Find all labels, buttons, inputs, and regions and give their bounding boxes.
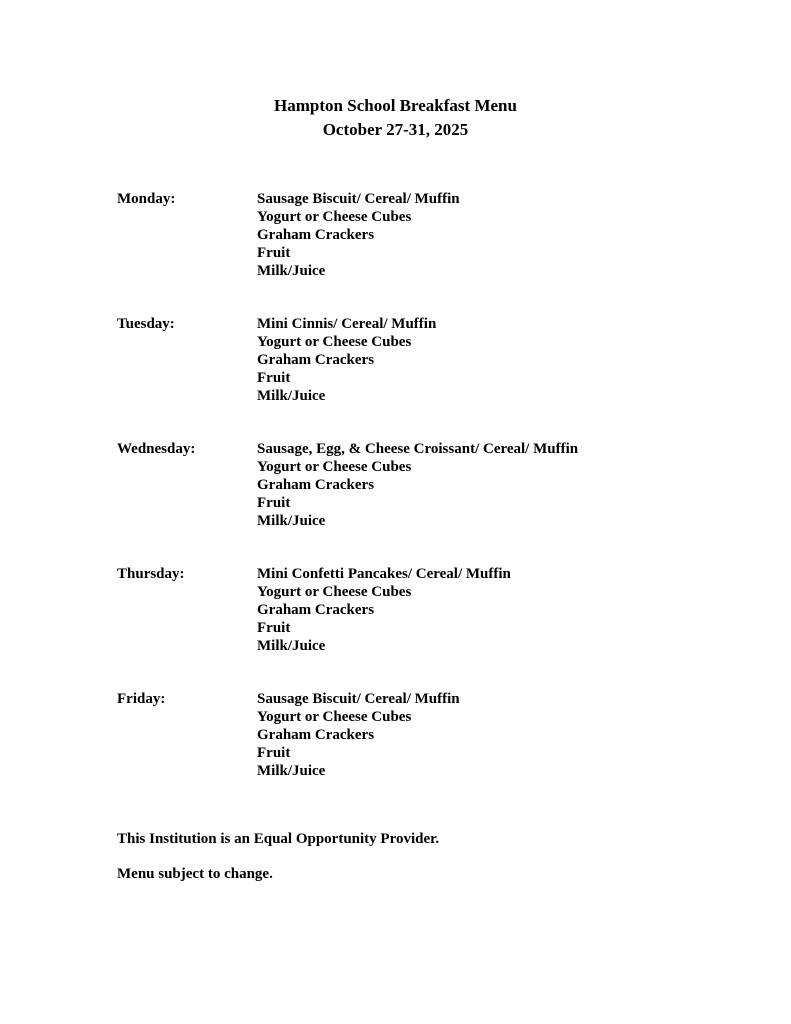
menu-item: Milk/Juice	[257, 263, 326, 279]
menu-item: Graham Crackers	[257, 477, 375, 493]
menu-item: Sausage, Egg, & Cheese Croissant/ Cereal/ Muffin	[257, 441, 579, 457]
day-label: Friday:	[117, 691, 166, 707]
day-items	[257, 440, 791, 530]
menu-item: Mini Confetti Pancakes/ Cereal/ Muffin	[257, 566, 511, 582]
menu-item: Graham Crackers	[257, 727, 375, 743]
menu-item: Graham Crackers	[257, 352, 375, 368]
menu-change-notice: Menu subject to change.	[117, 866, 273, 882]
menu-item: Sausage Biscuit/ Cereal/ Muffin	[257, 691, 460, 707]
day-items	[257, 565, 791, 655]
menu-item: Fruit	[257, 370, 291, 386]
day-label: Thursday:	[117, 566, 185, 582]
menu-item: Fruit	[257, 495, 291, 511]
menu-item: Milk/Juice	[257, 513, 326, 529]
menu-item: Yogurt or Cheese Cubes	[257, 334, 412, 350]
menu-item: Fruit	[257, 745, 291, 761]
menu-item: Graham Crackers	[257, 602, 375, 618]
day-block	[117, 565, 791, 655]
menu-item: Yogurt or Cheese Cubes	[257, 459, 412, 475]
day-block	[117, 440, 791, 530]
day-items	[257, 315, 791, 405]
menu-date-range: October 27-31, 2025	[322, 120, 469, 139]
menu-item: Mini Cinnis/ Cereal/ Muffin	[257, 316, 437, 332]
day-block	[117, 690, 791, 780]
menu-item: Yogurt or Cheese Cubes	[257, 209, 412, 225]
menu-item: Fruit	[257, 620, 291, 636]
menu-item: Yogurt or Cheese Cubes	[257, 584, 412, 600]
day-block	[117, 190, 791, 280]
document-footer	[0, 830, 791, 883]
menu-days	[0, 190, 791, 780]
day-label: Monday:	[117, 191, 176, 207]
menu-item: Sausage Biscuit/ Cereal/ Muffin	[257, 191, 460, 207]
menu-item: Yogurt or Cheese Cubes	[257, 709, 412, 725]
day-label: Tuesday:	[117, 316, 175, 332]
menu-item: Fruit	[257, 245, 291, 261]
day-items	[257, 190, 791, 280]
menu-item: Milk/Juice	[257, 638, 326, 654]
menu-title: Hampton School Breakfast Menu	[274, 96, 517, 115]
day-items	[257, 690, 791, 780]
document-header	[0, 0, 791, 142]
equal-opportunity-statement: This Institution is an Equal Opportunity Provider.	[117, 831, 440, 847]
menu-item: Milk/Juice	[257, 388, 326, 404]
day-block	[117, 315, 791, 405]
menu-item: Graham Crackers	[257, 227, 375, 243]
day-label: Wednesday:	[117, 441, 196, 457]
menu-item: Milk/Juice	[257, 763, 326, 779]
